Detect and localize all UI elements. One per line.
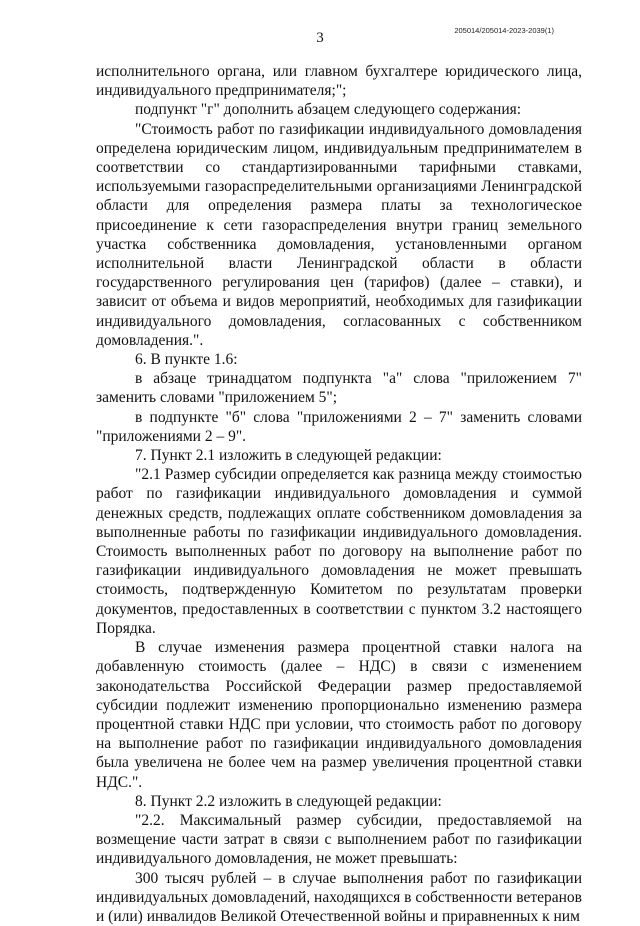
- paragraph: "2.1 Размер субсидии определяется как разница между стоимостью работ по газификации индивидуального домовладения и суммой денежных средств, подлежащих оплате собственником домовладения за выполненные работы по газификации индивидуального домовладения. Стоимость выполненных работ по договору на выполнение работ по газификации индивидуального домовладения не может превышать стоимость, подтвержденную Комитетом по результатам проверки документов, предоставленных в соответствии с пунктом 3.2 настоящего Порядка.: [96, 466, 582, 637]
- paragraph: в абзаце тринадцатом подпункта "а" слова "приложением 7" заменить словами "приложением 5";: [96, 370, 582, 407]
- document-body: [96, 62, 582, 926]
- paragraph: 6. В пункте 1.6:: [135, 351, 238, 369]
- paragraph: в подпункте "б" слова "приложениями 2 – 7" заменить словами "приложениями 2 – 9".: [96, 408, 582, 445]
- document-code: 205014/205014-2023-2039(1): [454, 26, 554, 35]
- paragraph: 8. Пункт 2.2 изложить в следующей редакции:: [135, 792, 442, 810]
- paragraph: "2.2. Максимальный размер субсидии, предоставляемой на возмещение части затрат в связи с выполнением работ по газификации индивидуального домовладения, не может превышать:: [96, 811, 582, 868]
- paragraph: 7. Пункт 2.1 изложить в следующей редакции:: [135, 447, 442, 465]
- paragraph: исполнительного органа, или главном бухгалтере юридического лица, индивидуального предпринимателя;";: [96, 63, 582, 100]
- paragraph: 300 тысяч рублей – в случае выполнения работ по газификации индивидуальных домовладений, находящихся в собственности ветеранов и (или) инвалидов Великой Отечественной войны и приравненных к ним: [96, 869, 582, 925]
- page-number: 3: [316, 30, 324, 46]
- paragraph: подпункт "г" дополнить абзацем следующего содержания:: [135, 101, 522, 119]
- paragraph: "Стоимость работ по газификации индивидуального домовладения определена юридическим лицом, индивидуальным предпринимателем в соответствии со стандартизированными тарифными ставками, используемыми газораспределительными организациями Ленинградской области для определения размера платы за технологическое присоединение к сети газораспределения внутри границ земельного участка собственника домовладения, установленными органом исполнительной власти Ленинградской области в области государственного регулирования цен (тарифов) (далее – ставки), и зависит от объема и видов мероприятий, необходимых для газификации индивидуального домовладения, согласованных с собственником домовладения.".: [96, 120, 582, 349]
- paragraph: В случае изменения размера процентной ставки налога на добавленную стоимость (далее – НДС) в связи с изменением законодательства Российской Федерации размер предоставляемой субсидии подлежит изменению пропорционально изменению размера процентной ставки НДС при условии, что стоимость работ по договору на выполнение работ по газификации индивидуального домовладения была увеличена не более чем на размер увеличения процентной ставки НДС.".: [96, 639, 582, 791]
